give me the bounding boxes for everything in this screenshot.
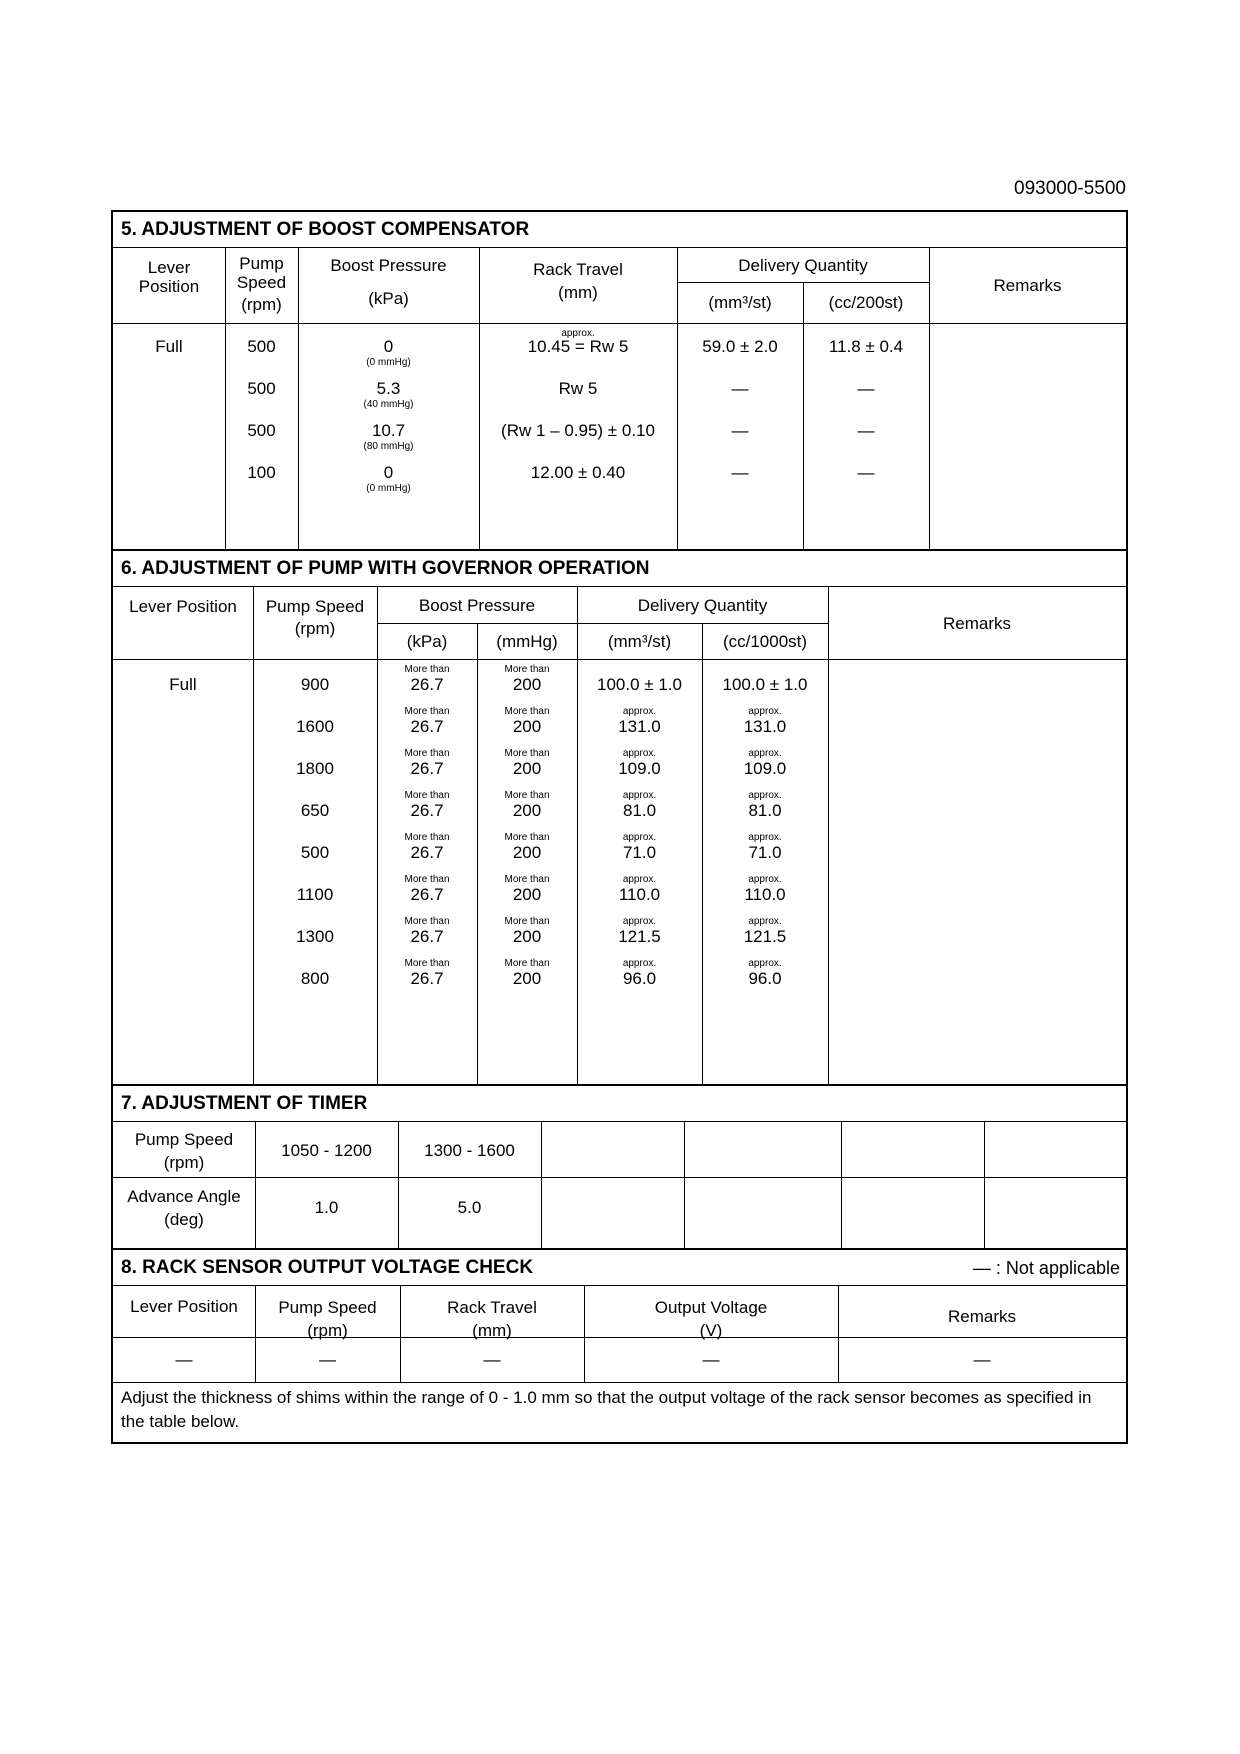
- delivery-cc: 11.8 ± 0.4: [828, 337, 904, 356]
- pump-speed: 1800: [296, 759, 334, 778]
- section-8-title: [113, 1250, 1126, 1286]
- timer-angle-value: 5.0: [457, 1198, 482, 1217]
- pump-speed: 1300: [296, 927, 334, 946]
- rack-travel: —: [483, 1350, 501, 1369]
- boost-pressure: 5.3: [376, 379, 401, 398]
- table-row: [113, 1337, 1126, 1382]
- kpa-note: More than: [404, 748, 450, 759]
- mmhg-note: More than: [504, 748, 550, 759]
- delivery-mm3: 59.0 ± 2.0: [702, 337, 778, 356]
- shim-adjustment-note: Adjust the thickness of shims within the range of 0 - 1.0 mm so that the output voltage of the rack sensor becomes as specified in the table below.: [121, 1388, 1092, 1431]
- kpa-note: More than: [404, 664, 450, 675]
- delivery-mm3: 121.5: [618, 927, 661, 946]
- section-8: [113, 1248, 1126, 1444]
- header-pump-speed: Pump Speed: [236, 254, 287, 292]
- header-lever-position: Lever Position: [138, 258, 200, 296]
- mmhg-note: More than: [504, 832, 550, 843]
- delivery-mm3: —: [731, 379, 749, 398]
- boost-pressure: 0: [383, 463, 394, 482]
- rule: [984, 1122, 985, 1248]
- boost-pressure: 0: [383, 337, 394, 356]
- kpa-note: More than: [404, 832, 450, 843]
- pump-speed: 500: [300, 843, 330, 862]
- delivery-mm3: 71.0: [622, 843, 657, 862]
- pump-speed: 1600: [296, 717, 334, 736]
- pump-speed: 650: [300, 801, 330, 820]
- header-output-voltage: Output Voltage (V): [654, 1298, 768, 1340]
- table-row: [113, 827, 1126, 869]
- header-delivery-mm3: (mm³/st): [607, 632, 672, 651]
- table-row: [113, 659, 1126, 701]
- table-row: [113, 701, 1126, 743]
- table-row: [113, 911, 1126, 953]
- boost-kpa: 26.7: [410, 717, 444, 736]
- header-boost-pressure: Boost Pressure: [330, 256, 447, 275]
- d2-note: approx.: [748, 832, 782, 843]
- header-delivery-unit-mm3: (mm³/st): [708, 293, 772, 312]
- rule: [113, 1177, 1126, 1178]
- section-8-title-text: 8. RACK SENSOR OUTPUT VOLTAGE CHECK: [121, 1257, 534, 1278]
- header-pump-speed: Pump Speed (rpm): [278, 1298, 377, 1340]
- boost-kpa: 26.7: [410, 969, 444, 988]
- d1-note: approx.: [622, 958, 657, 969]
- boost-mmhg: 200: [512, 885, 542, 904]
- boost-mmhg: 200: [512, 927, 542, 946]
- delivery-mm3: 96.0: [622, 969, 657, 988]
- delivery-mm3: 81.0: [622, 801, 657, 820]
- specification-form: [111, 210, 1128, 1444]
- delivery-cc: 71.0: [748, 843, 782, 862]
- d1-note: approx.: [622, 748, 657, 759]
- pump-speed: 500: [247, 421, 276, 440]
- kpa-note: More than: [404, 706, 450, 717]
- table-row: [113, 449, 1126, 494]
- rule: [677, 282, 929, 283]
- boost-mmhg: 200: [512, 759, 542, 778]
- header-lever-position: Lever Position: [130, 1297, 238, 1316]
- boost-mmhg: 200: [512, 969, 542, 988]
- timer-pump-speed-label: Pump Speed (rpm): [134, 1130, 234, 1172]
- table-row: [113, 743, 1126, 785]
- header-delivery-unit-cc: (cc/200st): [828, 293, 904, 312]
- delivery-cc: 96.0: [748, 969, 782, 988]
- rule: [541, 1122, 542, 1248]
- header-boost-kpa: (kPa): [406, 632, 448, 651]
- delivery-mm3: —: [731, 463, 749, 482]
- header-delivery-cc: (cc/1000st): [722, 632, 808, 651]
- delivery-mm3: 100.0 ± 1.0: [597, 675, 682, 694]
- timer-speed-value: 1050 - 1200: [281, 1141, 372, 1160]
- d1-note: approx.: [622, 790, 657, 801]
- delivery-mm3: 110.0: [618, 885, 661, 904]
- delivery-mm3: 109.0: [618, 759, 661, 778]
- kpa-note: More than: [404, 958, 450, 969]
- table-row: [113, 365, 1126, 410]
- header-lever-position: Lever Position: [129, 597, 237, 616]
- lever-position: Full: [155, 337, 183, 356]
- timer-speed-value: 1300 - 1600: [424, 1141, 515, 1160]
- d2-note: approx.: [748, 916, 782, 927]
- d2-note: approx.: [748, 706, 782, 717]
- d1-note: approx.: [622, 874, 657, 885]
- boost-kpa: 26.7: [410, 675, 444, 694]
- lever-position: Full: [169, 675, 197, 694]
- section-7-title: 7. ADJUSTMENT OF TIMER: [113, 1086, 1126, 1122]
- header-pump-speed: Pump Speed: [265, 597, 365, 616]
- delivery-cc: 109.0: [743, 759, 787, 778]
- delivery-cc: 131.0: [743, 717, 787, 736]
- pump-speed: 800: [300, 969, 330, 988]
- header-remarks: Remarks: [947, 1307, 1016, 1326]
- boost-mmhg: 200: [512, 675, 542, 694]
- section-7: [113, 1084, 1126, 1250]
- header-remarks: Remarks: [993, 276, 1062, 295]
- delivery-cc: 110.0: [744, 885, 786, 904]
- delivery-cc: 121.5: [743, 927, 787, 946]
- section-5: [113, 212, 1126, 549]
- document-number: 093000-5500: [1014, 178, 1126, 199]
- header-delivery-quantity: Delivery Quantity: [637, 596, 768, 615]
- mmhg-note: More than: [504, 664, 550, 675]
- boost-mmhg: (80 mmHg): [363, 441, 414, 452]
- mmhg-note: More than: [504, 916, 550, 927]
- section-6-title: 6. ADJUSTMENT OF PUMP WITH GOVERNOR OPERATION: [113, 551, 1126, 587]
- rule: [841, 1122, 842, 1248]
- header-pump-unit: (rpm): [241, 295, 282, 314]
- mmhg-note: More than: [504, 874, 550, 885]
- section-6: [113, 549, 1126, 1086]
- rack-travel: Rw 5: [558, 379, 598, 398]
- mmhg-note: More than: [504, 958, 550, 969]
- rule: [113, 1382, 1126, 1383]
- header-rack-travel: Rack Travel (mm): [447, 1298, 537, 1340]
- rack-travel: 12.00 ± 0.40: [530, 463, 626, 482]
- output-voltage: —: [702, 1350, 720, 1369]
- boost-mmhg: (0 mmHg): [366, 357, 411, 368]
- rule: [377, 623, 828, 624]
- mmhg-note: More than: [504, 790, 550, 801]
- boost-mmhg: 200: [512, 717, 542, 736]
- header-remarks: Remarks: [942, 614, 1011, 633]
- boost-kpa: 26.7: [410, 843, 444, 862]
- d2-note: approx.: [748, 874, 782, 885]
- boost-mmhg: (0 mmHg): [366, 483, 411, 494]
- pump-speed: 1100: [296, 885, 334, 904]
- boost-pressure: 10.7: [371, 421, 406, 440]
- boost-kpa: 26.7: [410, 885, 444, 904]
- pump-speed: —: [319, 1350, 336, 1369]
- delivery-cc: —: [857, 379, 875, 398]
- kpa-note: More than: [404, 874, 450, 885]
- kpa-note: More than: [404, 916, 450, 927]
- pump-speed: 500: [247, 379, 276, 398]
- d1-note: approx.: [622, 832, 657, 843]
- header-boost-mmhg: (mmHg): [496, 632, 558, 651]
- table-row: [113, 323, 1126, 368]
- d2-note: approx.: [748, 748, 782, 759]
- rack-travel: (Rw 1 – 0.95) ± 0.10: [501, 421, 655, 440]
- boost-mmhg: 200: [512, 843, 542, 862]
- timer-advance-angle-label: Advance Angle (deg): [127, 1187, 241, 1229]
- delivery-cc: 100.0 ± 1.0: [722, 675, 808, 694]
- delivery-cc: —: [857, 463, 875, 482]
- delivery-mm3: 131.0: [618, 717, 661, 736]
- header-rack-travel: Rack Travel: [533, 260, 623, 279]
- pump-speed: 900: [300, 675, 330, 694]
- remarks: —: [973, 1350, 991, 1369]
- d1-note: approx.: [622, 916, 657, 927]
- header-pump-unit: (rpm): [294, 619, 336, 638]
- table-row: [113, 785, 1126, 827]
- boost-kpa: 26.7: [410, 801, 444, 820]
- pump-speed: 500: [247, 337, 276, 356]
- header-boost-pressure: Boost Pressure: [418, 596, 536, 615]
- pump-speed: 100: [247, 463, 276, 482]
- rack-approx-note: approx.: [561, 328, 595, 339]
- timer-angle-value: 1.0: [314, 1198, 339, 1217]
- delivery-cc: 81.0: [748, 801, 782, 820]
- table-row: [113, 407, 1126, 452]
- table-row: [113, 869, 1126, 911]
- boost-kpa: 26.7: [410, 927, 444, 946]
- not-applicable-legend: — : Not applicable: [972, 1258, 1120, 1278]
- table-row: [113, 953, 1126, 995]
- boost-mmhg: (40 mmHg): [363, 399, 414, 410]
- d2-note: approx.: [748, 790, 782, 801]
- d1-note: approx.: [622, 706, 657, 717]
- kpa-note: More than: [404, 790, 450, 801]
- boost-kpa: 26.7: [410, 759, 444, 778]
- header-rack-unit: (mm): [558, 283, 598, 302]
- boost-mmhg: 200: [512, 801, 542, 820]
- mmhg-note: More than: [504, 706, 550, 717]
- header-delivery-quantity: Delivery Quantity: [738, 256, 868, 275]
- d2-note: approx.: [748, 958, 782, 969]
- lever-position: —: [175, 1350, 193, 1369]
- rule: [684, 1122, 685, 1248]
- delivery-mm3: —: [731, 421, 749, 440]
- section-5-title: 5. ADJUSTMENT OF BOOST COMPENSATOR: [113, 212, 1126, 248]
- rack-travel: 10.45 = Rw 5: [527, 337, 629, 356]
- delivery-cc: —: [857, 421, 875, 440]
- header-boost-unit: (kPa): [368, 289, 409, 308]
